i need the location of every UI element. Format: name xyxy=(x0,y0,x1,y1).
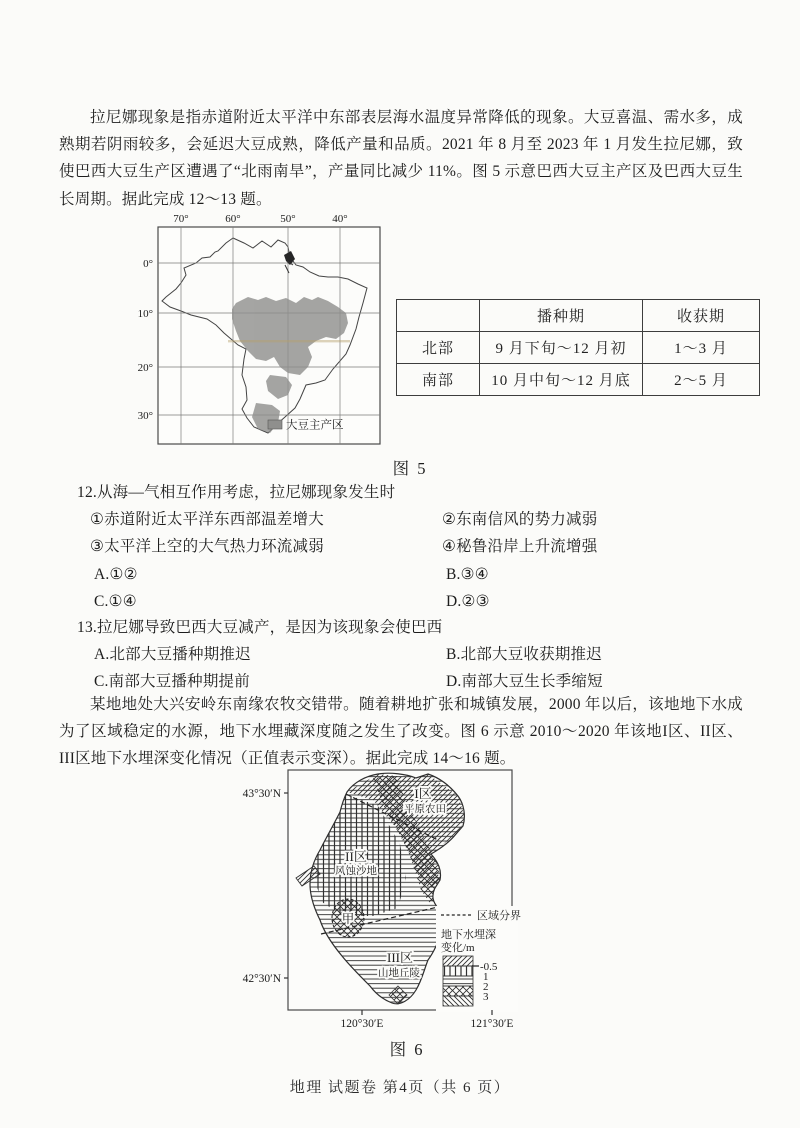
depth-legend-title2: 变化/m xyxy=(441,942,475,954)
boundary-legend-label: 区域分界 xyxy=(477,910,521,922)
scale-label-3: 3 xyxy=(483,991,489,1003)
cell-north-harvest: 1～3 月 xyxy=(643,332,760,364)
sowing-harvest-table xyxy=(396,299,760,396)
q12-item-1: ①赤道附近太平洋东西部温差增大 xyxy=(90,511,324,529)
site-jia-label: 甲 xyxy=(341,912,355,926)
lat-label-10: 10° xyxy=(137,308,153,320)
passage-groundwater: 某地地处大兴安岭东南缘农牧交错带。随着耕地扩张和城镇发展，2000 年以后，该地地下水成为了区域稳定的水源，地下水埋藏深度随之发生了改变。图 6 示意 2010～2020 年该地I区、II区、III区地下水埋深变化情况（正值表示变深）。据此完成 14～16 题。 xyxy=(59,696,743,768)
soybean-legend-swatch xyxy=(268,420,282,429)
q12-stem: 12.从海—气相互作用考虑，拉尼娜现象发生时 xyxy=(77,484,396,501)
q12-item-3: ③太平洋上空的大气热力环流减弱 xyxy=(90,538,324,556)
band-1-2 xyxy=(443,976,473,986)
q13-option-d: D.南部大豆生长季缩短 xyxy=(446,673,603,691)
soybean-legend-label: 大豆主产区 xyxy=(286,419,344,432)
passage-lanina: 拉尼娜现象是指赤道附近太平洋中东部表层海水温度异常降低的现象。大豆喜温、需水多，成熟期若阴雨较多，会延迟大豆成熟，降低产量和品质。2021 年 8 月至 2023 年 1 月发生拉尼娜，致使巴西大豆生产区遭遇了“北雨南旱”，产量同比减少 11%。图 5 示意巴西大豆主产区及巴西大豆生长周期。据此完成 12～13 题。 xyxy=(59,109,743,208)
page-footer: 地理 试题卷 第4页（共 6 页） xyxy=(289,1080,511,1096)
lat-label-4230: 42°30′N xyxy=(242,973,281,985)
table-header-row xyxy=(397,300,760,332)
header-harvest: 收获期 xyxy=(643,300,760,332)
lon-label-40: 40° xyxy=(332,213,348,225)
depth-scale-bands xyxy=(443,956,473,1006)
q12-option-b: B.③④ xyxy=(446,565,489,583)
lat-label-30: 30° xyxy=(137,410,153,422)
region-iii-desc: 山地丘陵 xyxy=(378,968,420,979)
scale-label-1: 1 xyxy=(483,971,489,983)
region-iii-label: III区 xyxy=(387,950,413,965)
brazil-soybean-map xyxy=(128,213,393,448)
q12-option-d: D.②③ xyxy=(446,592,490,610)
band-neg05-1 xyxy=(443,966,473,976)
table-row xyxy=(397,332,760,364)
q13-option-c: C.南部大豆播种期提前 xyxy=(94,673,250,691)
band-2-3 xyxy=(443,986,473,996)
question-13 xyxy=(60,614,750,696)
question-12 xyxy=(60,479,750,615)
figure6-caption: 图 6 xyxy=(389,1040,425,1059)
table-row xyxy=(397,364,760,396)
q12-option-a: A.①② xyxy=(94,565,138,583)
region-i-label: I区 xyxy=(414,786,432,801)
region-ii-desc: 风蚀沙地 xyxy=(335,866,377,877)
band-gt-3 xyxy=(443,996,473,1006)
lon-label-12130: 121°30′E xyxy=(470,1018,514,1030)
depth-legend-title1: 地下水埋深 xyxy=(441,929,496,941)
lon-label-70: 70° xyxy=(173,213,189,225)
q13-stem: 13.拉尼娜导致巴西大豆减产，是因为该现象会使巴西 xyxy=(77,619,443,636)
lat-label-20: 20° xyxy=(137,362,153,374)
q13-option-b: B.北部大豆收获期推迟 xyxy=(446,646,602,664)
cell-south-sowing: 10 月中旬～12 月底 xyxy=(480,364,643,396)
cell-south-harvest: 2～5 月 xyxy=(643,364,760,396)
figure5-caption: 图 5 xyxy=(392,459,428,478)
lat-label-4330: 43°30′N xyxy=(242,788,281,800)
q13-option-a: A.北部大豆播种期推迟 xyxy=(94,646,251,664)
region-ii-label: II区 xyxy=(345,849,367,864)
lon-label-50: 50° xyxy=(280,213,296,225)
region-i-desc: 平原农田 xyxy=(404,804,446,815)
header-sowing: 播种期 xyxy=(480,300,643,332)
lon-label-12030: 120°30′E xyxy=(340,1018,384,1030)
cell-north: 北部 xyxy=(397,332,480,364)
figure6-legend xyxy=(436,906,521,1012)
q12-option-c: C.①④ xyxy=(94,592,137,610)
groundwater-region-map xyxy=(236,762,540,1032)
band-lt-neg05 xyxy=(443,956,473,966)
cell-south: 南部 xyxy=(397,364,480,396)
q12-item-4: ④秘鲁沿岸上升流增强 xyxy=(442,538,598,556)
lat-label-0: 0° xyxy=(143,258,153,270)
cell-north-sowing: 9 月下旬～12 月初 xyxy=(480,332,643,364)
scan-streak xyxy=(228,340,350,342)
scale-label-2: 2 xyxy=(483,981,489,993)
scale-label-neg05: -0.5 xyxy=(480,961,498,973)
lon-label-60: 60° xyxy=(225,213,241,225)
table-corner-cell xyxy=(397,300,480,332)
q12-item-2: ②东南信风的势力减弱 xyxy=(442,511,598,529)
